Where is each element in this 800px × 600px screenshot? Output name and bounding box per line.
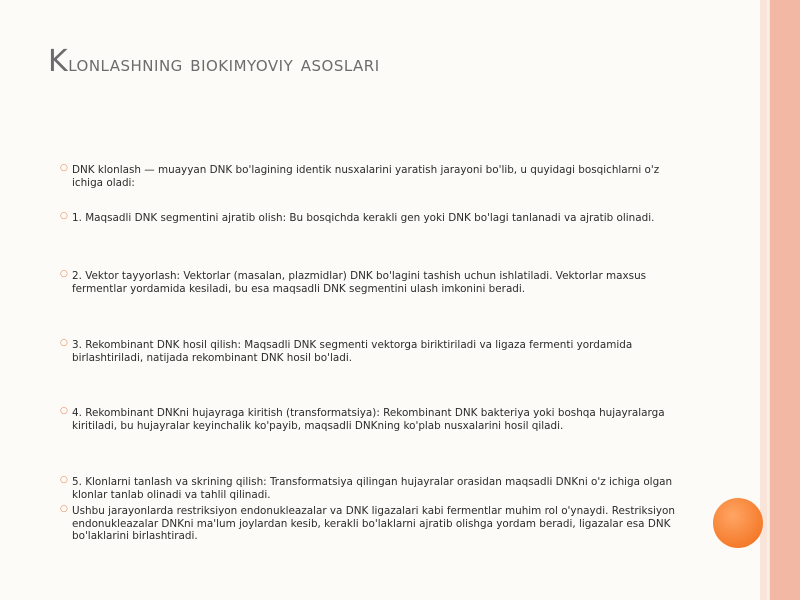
bullet-text-summary: Ushbu jarayonlarda restriksiyon endonukleazalar va DNK ligazalari kabi fermentlar muhim rol o'ynaydi. Restriksiyon endonukleazalar DNKni ma'lum joylardan kesib, kerakli bo'laklarni ajratib olishga yordam beradi, ligazalar esa DNK bo'laklarini birlashtiradi. [72,505,675,542]
bullet-text-intro: DNK klonlash — muayyan DNK bo'lagining identik nusxalarini yaratish jarayoni bo'lib, u quyidagi bosqichlarni o'z ichiga oladi: [72,164,660,189]
side-band-line [767,0,769,600]
side-band-outer [770,0,800,600]
title-first-letter: K [48,44,69,79]
bullet-text-step-5: 5. Klonlarni tanlash va skrining qilish: Transformatsiya qilingan hujayralar orasidan maqsadli DNKni o'z ichiga olgan klonlar tanlab olinadi va tahlil qilinadi. [72,476,673,501]
bullet-text-step-4: 4. Rekombinant DNKni hujayraga kiritish (transformatsiya): Rekombinant DNK bakteriya yoki boshqa hujayralarga kiritiladi, bu hujayralar keyinchalik ko'payib, maqsadli DNKning ko'plab nusxalarini hosil qiladi. [72,407,665,432]
bullet-icon: ○ [60,475,68,485]
bullet-icon: ○ [60,211,68,221]
title-rest: lonlashning biokimyoviy asoslari [68,52,380,77]
bullet-icon: ○ [60,406,68,416]
accent-circle [713,498,763,548]
bullet-icon: ○ [60,269,68,279]
bullet-text-step-3: 3. Rekombinant DNK hosil qilish: Maqsadli DNK segmenti vektorga biriktiriladi va ligaza fermenti yordamida birlashtiriladi, natijada rekombinant DNK hosil bo'ladi. [72,339,633,364]
slide-title [48,44,728,79]
bullet-icon: ○ [60,163,68,173]
bullet-icon: ○ [60,504,68,514]
bullet-text-step-1: 1. Maqsadli DNK segmentini ajratib olish: Bu bosqichda kerakli gen yoki DNK bo'lagi tanlanadi va ajratib olinadi. [72,212,655,224]
bullet-icon: ○ [60,338,68,348]
bullet-text-step-2: 2. Vektor tayyorlash: Vektorlar (masalan, plazmidlar) DNK bo'lagini tashish uchun ishlatiladi. Vektorlar maxsus fermentlar yordamida kesiladi, bu esa maqsadli DNK segmentini ulash imkonini beradi. [72,270,647,295]
